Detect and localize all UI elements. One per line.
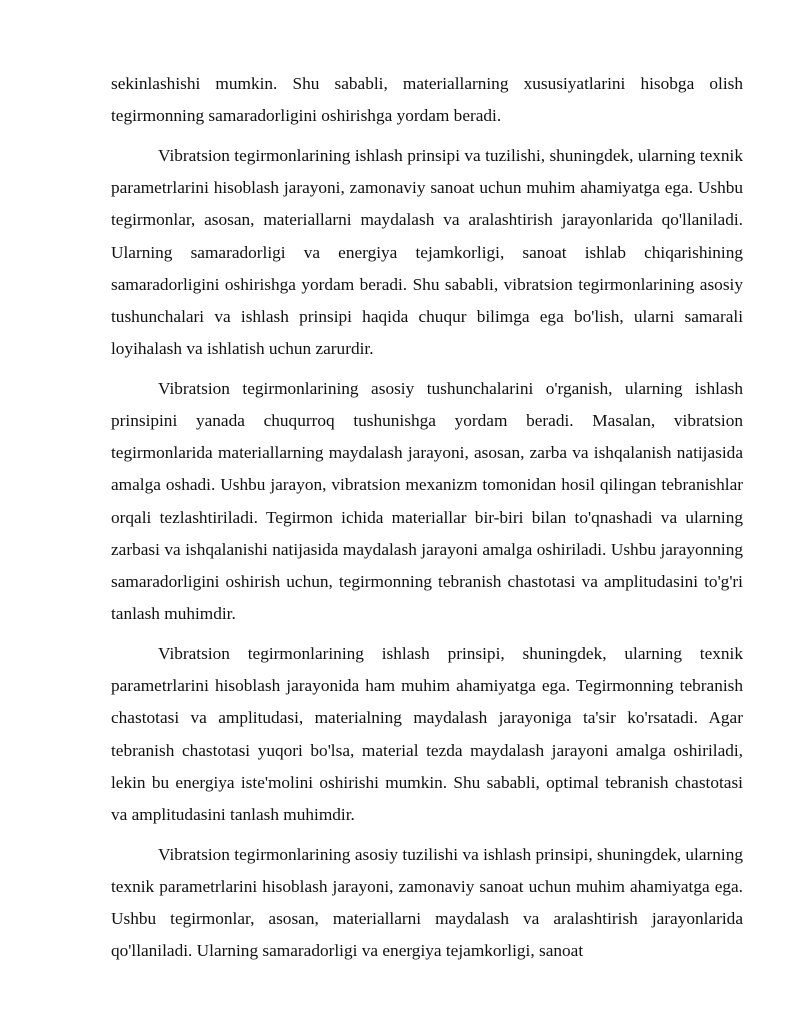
paragraph: Vibratsion tegirmonlarining ishlash prinsipi, shuningdek, ularning texnik parametrlarini hisoblash jarayonida ham muhim ahamiyatga ega. Tegirmonning tebranish chastotasi va amplitudasi, materialning maydalash jarayoniga ta'sir ko'rsatadi. Agar tebranish chastotasi yuqori bo'lsa, material tezda maydalash jarayoni amalga oshiriladi, lekin bu energiya iste'molini oshirishi mumkin. Shu sababli, optimal tebranish chastotasi va amplitudasini tanlash muhimdir. — [111, 643, 743, 824]
paragraph-continuation: sekinlashishi mumkin. Shu sababli, materiallarning xususiyatlarini hisobga olish tegirmonning samaradorligini oshirishga yordam beradi. — [111, 74, 743, 126]
paragraph: Vibratsion tegirmonlarining asosiy tushunchalarini o'rganish, ularning ishlash prinsipini yanada chuqurroq tushunishga yordam beradi. Masalan, vibratsion tegirmonlarida materiallarning maydalash jarayoni, asosan, zarba va ishqalanish natijasida amalga oshadi. Ushbu jarayon, vibratsion mexanizm tomonidan hosil qilingan tebranishlar orqali tezlashtiriladi. Tegirmon ichida materiallar bir-biri bilan to'qnashadi va ularning zarbasi va ishqalanishi natijasida maydalash jarayoni amalga oshiriladi. Ushbu jarayonning samaradorligini oshirish uchun, tegirmonning tebranish chastotasi va amplitudasini to'g'ri tanlash muhimdir. — [111, 378, 743, 624]
paragraph: Vibratsion tegirmonlarining ishlash prinsipi va tuzilishi, shuningdek, ularning texnik parametrlarini hisoblash jarayoni, zamonaviy sanoat uchun muhim ahamiyatga ega. Ushbu tegirmonlar, asosan, materiallarni maydalash va aralashtirish jarayonlarida qo'llaniladi. Ularning samaradorligi va energiya tejamkorligi, sanoat ishlab chiqarishining samaradorligini oshirishga yordam beradi. Shu sababli, vibratsion tegirmonlarining asosiy tushunchalari va ishlash prinsipi haqida chuqur bilimga ega bo'lish, ularni samarali loyihalash va ishlatish uchun zarurdir. — [111, 145, 743, 359]
document-page — [111, 68, 743, 975]
paragraph: Vibratsion tegirmonlarining asosiy tuzilishi va ishlash prinsipi, shuningdek, ularning texnik parametrlarini hisoblash jarayoni, zamonaviy sanoat uchun muhim ahamiyatga ega. Ushbu tegirmonlar, asosan, materiallarni maydalash va aralashtirish jarayonlarida qo'llaniladi. Ularning samaradorligi va energiya tejamkorligi, sanoat — [111, 844, 743, 961]
